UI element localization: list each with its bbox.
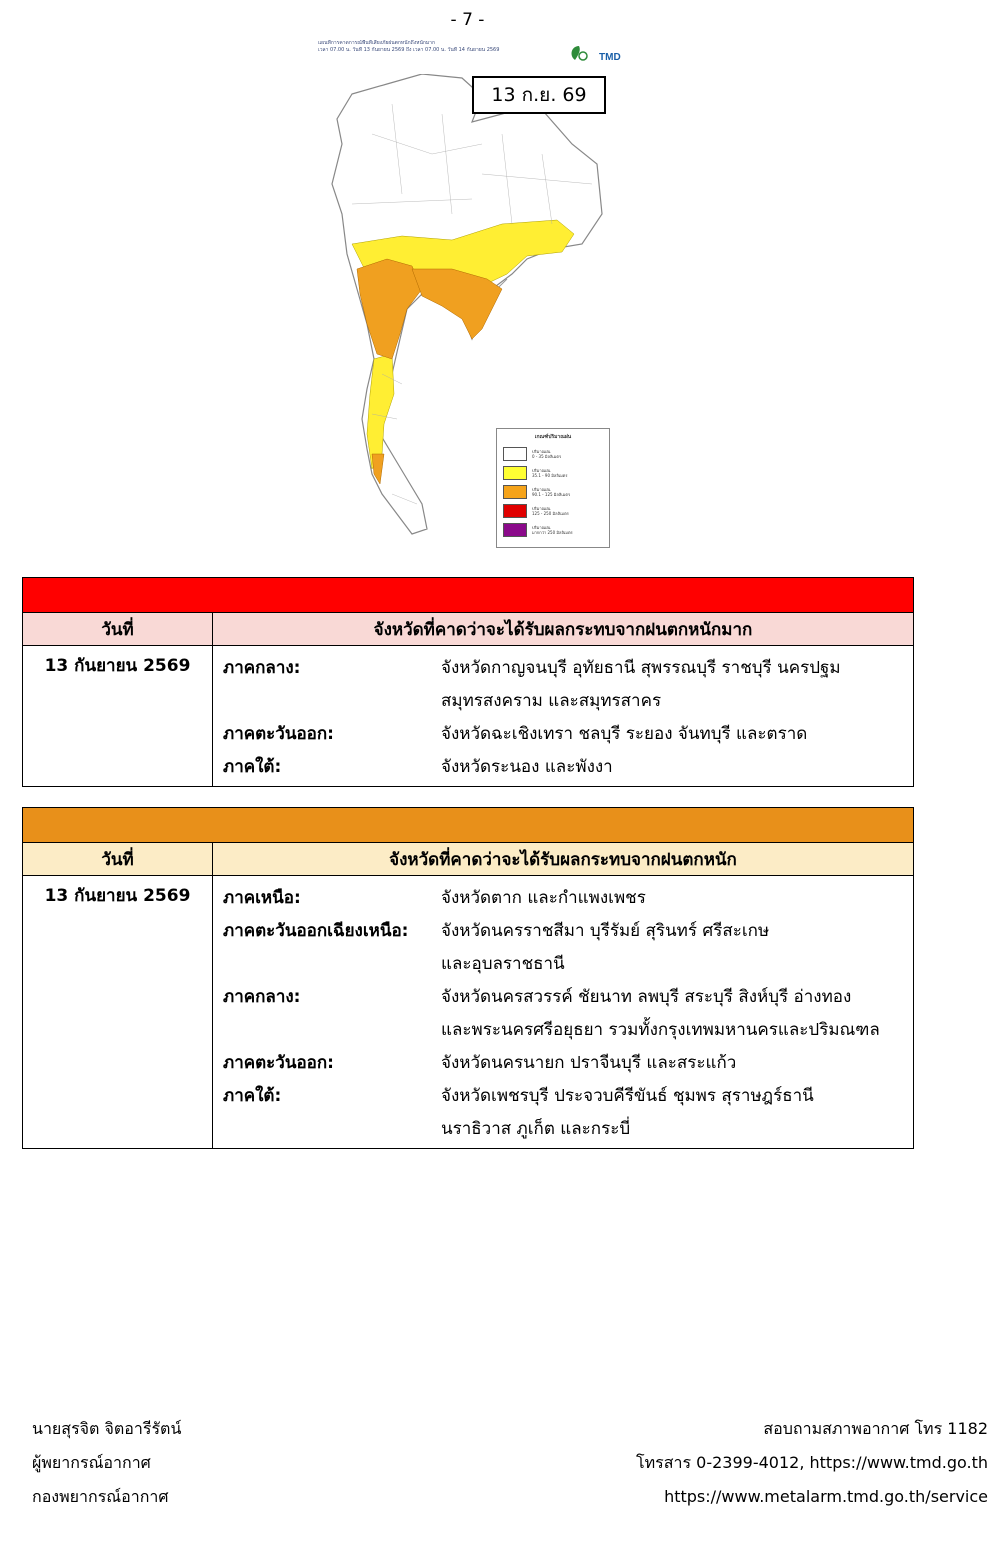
legend-item: ปริมาณฝน 0 - 35 มิลลิเมตร <box>497 444 609 463</box>
date-cell: 13 กันยายน 2569 <box>23 646 213 786</box>
tmd-logo <box>567 42 622 66</box>
legend-swatch-white <box>503 447 527 461</box>
legend-item: ปริมาณฝน 35.1 - 90 มิลลิเมตร <box>497 463 609 482</box>
region-provinces: จังหวัดนครสวรรค์ ชัยนาท ลพบุรี สระบุรี สิงห์บุรี อ่างทอง และพระนครศรีอยุธยา รวมทั้งกรุงเทพมหานครและปริมณฑล <box>441 987 880 1040</box>
regions-cell <box>213 876 913 1148</box>
table-row <box>23 876 913 1148</box>
tmd-logo-text: TMD <box>599 52 621 63</box>
legend-item: ปริมาณฝน 90.1 - 125 มิลลิเมตร <box>497 482 609 501</box>
region-name: ภาคใต้: <box>223 757 282 777</box>
region-row <box>223 1047 913 1080</box>
map-title: แผนที่การคาดการณ์พื้นที่เสี่ยงภัยฝนตกหนักถึงหนักมาก <box>318 40 436 46</box>
page-number: - 7 - <box>450 10 485 30</box>
region-name: ภาคใต้: <box>223 1086 282 1106</box>
column-header-provinces: จังหวัดที่คาดว่าจะได้รับผลกระทบจากฝนตกหนัก <box>389 849 737 870</box>
legend-swatch-red <box>503 504 527 518</box>
region-provinces: จังหวัดระนอง และพังงา <box>441 757 613 777</box>
legend-swatch-purple <box>503 523 527 537</box>
legend-item: ปริมาณฝน มากกว่า 250 มิลลิเมตร <box>497 520 609 539</box>
legend-swatch-orange <box>503 485 527 499</box>
map-date-label: 13 ก.ย. 69 <box>472 76 606 114</box>
region-row <box>223 981 913 1047</box>
region-row <box>223 882 913 915</box>
map-header <box>318 40 548 54</box>
contact-fax-website: โทรสาร 0-2399-4012, https://www.tmd.go.th <box>636 1453 988 1472</box>
region-name: ภาคเหนือ: <box>223 888 301 908</box>
orange-warning-band <box>23 808 913 843</box>
map-period: เวลา 07.00 น. วันที่ 13 กันยายน 2569 ถึง เวลา 07.00 น. วันที่ 14 กันยายน 2569 <box>318 47 500 53</box>
footer-contact <box>636 1412 988 1514</box>
footer-signature <box>32 1412 181 1514</box>
region-name: ภาคกลาง: <box>223 987 301 1007</box>
region-provinces: จังหวัดนครราชสีมา บุรีรัมย์ สุรินทร์ ศรีสะเกษ และอุบลราชธานี <box>441 921 770 974</box>
red-warning-band <box>23 578 913 613</box>
map-legend <box>496 428 610 548</box>
region-row <box>223 718 913 751</box>
region-provinces: จังหวัดตาก และกำแพงเพชร <box>441 888 646 908</box>
region-row <box>223 652 913 718</box>
region-name: ภาคตะวันออกเฉียงเหนือ: <box>223 921 409 941</box>
forecaster-name: นายสุรจิต จิตอารีรัตน์ <box>32 1419 182 1438</box>
contact-phone: สอบถามสภาพอากาศ โทร 1182 <box>763 1419 988 1438</box>
region-row <box>223 751 913 784</box>
forecaster-title: ผู้พยากรณ์อากาศ <box>32 1453 151 1472</box>
column-header-date: วันที่ <box>23 843 213 875</box>
date-cell: 13 กันยายน 2569 <box>23 876 213 1148</box>
contact-service-link[interactable]: https://www.metalarm.tmd.go.th/service <box>664 1487 988 1506</box>
legend-title: เกณฑ์ปริมาณฝน <box>534 434 572 440</box>
region-provinces: จังหวัดกาญจนบุรี อุทัยธานี สุพรรณบุรี ราชบุรี นครปฐม สมุทรสงคราม และสมุทรสาคร <box>441 658 841 711</box>
region-provinces: จังหวัดฉะเชิงเทรา ชลบุรี ระยอง จันทบุรี และตราด <box>441 724 808 744</box>
region-name: ภาคกลาง: <box>223 658 301 678</box>
column-header-date: วันที่ <box>23 613 213 645</box>
regions-cell <box>213 646 913 786</box>
table-header <box>23 843 913 876</box>
region-name: ภาคตะวันออก: <box>223 724 334 744</box>
region-name: ภาคตะวันออก: <box>223 1053 334 1073</box>
table-header <box>23 613 913 646</box>
column-header-provinces: จังหวัดที่คาดว่าจะได้รับผลกระทบจากฝนตกหนักมาก <box>373 619 753 640</box>
division-name: กองพยากรณ์อากาศ <box>32 1487 169 1506</box>
legend-item: ปริมาณฝน 125 - 250 มิลลิเมตร <box>497 501 609 520</box>
very-heavy-rain-table <box>22 577 914 787</box>
orange-zone-west <box>357 259 422 359</box>
region-provinces: จังหวัดเพชรบุรี ประจวบคีรีขันธ์ ชุมพร สุราษฎร์ธานี นราธิวาส ภูเก็ต และกระบี่ <box>441 1086 814 1139</box>
legend-swatch-yellow <box>503 466 527 480</box>
region-row <box>223 915 913 981</box>
table-row <box>23 646 913 786</box>
heavy-rain-table <box>22 807 914 1149</box>
region-provinces: จังหวัดนครนายก ปราจีนบุรี และสระแก้ว <box>441 1053 737 1073</box>
rain-risk-map <box>312 38 624 548</box>
region-row <box>223 1080 913 1146</box>
